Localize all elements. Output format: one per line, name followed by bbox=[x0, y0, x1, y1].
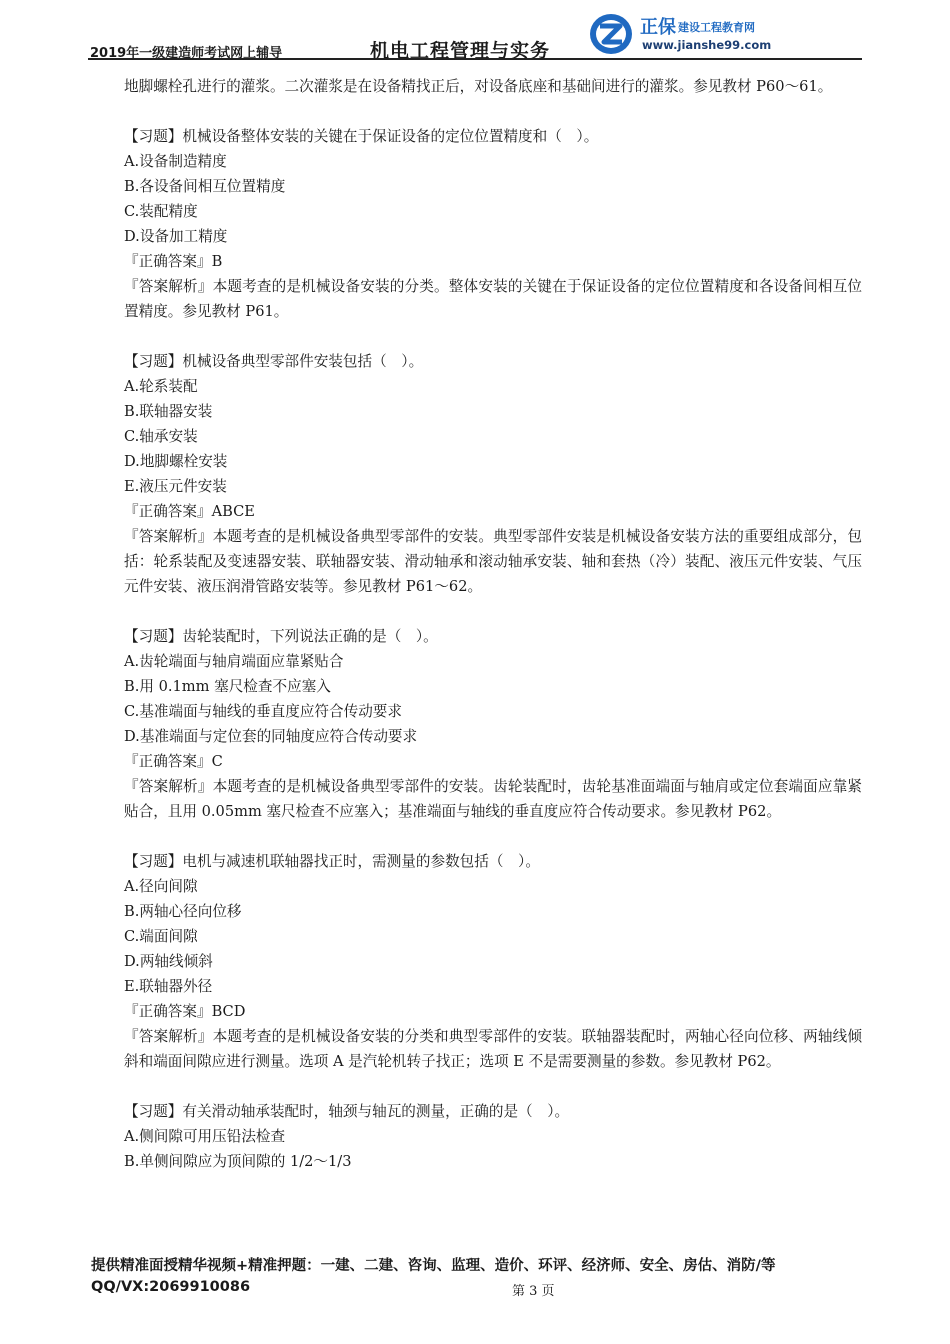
option-b: B.两轴心径向位移 bbox=[124, 903, 242, 920]
logo[interactable] bbox=[588, 8, 862, 60]
spacer bbox=[124, 599, 862, 624]
option-b: B.用 0.1mm 塞尺检查不应塞入 bbox=[124, 678, 331, 695]
correct-answer: 『正确答案』B bbox=[124, 253, 223, 270]
correct-answer: 『正确答案』C bbox=[124, 753, 223, 770]
logo-subtitle: 建设工程教育网 bbox=[678, 21, 755, 34]
question-stem: 【习题】机械设备典型零部件安装包括（ ）。 bbox=[124, 353, 424, 370]
option-c: C.装配精度 bbox=[124, 203, 198, 220]
question-5 bbox=[124, 1099, 862, 1174]
option-e: E.液压元件安装 bbox=[124, 478, 227, 495]
option-a: A.设备制造精度 bbox=[124, 153, 227, 170]
question-1 bbox=[124, 124, 862, 324]
answer-analysis: 『答案解析』本题考查的是机械设备安装的分类和典型零部件的安装。联轴器装配时，两轴心径向位移、两轴线倾斜和端面间隙应进行测量。选项 A 是汽轮机转子找正；选项 E 不是需要测量的参数。参见教材 P62。 bbox=[124, 1028, 862, 1070]
question-3 bbox=[124, 624, 862, 824]
logo-brand: 正保 bbox=[640, 17, 676, 38]
page-header bbox=[88, 8, 862, 62]
option-b: B.联轴器安装 bbox=[124, 403, 213, 420]
answer-analysis: 『答案解析』本题考查的是机械设备典型零部件的安装。齿轮装配时，齿轮基准面端面与轴肩或定位套端面应靠紧贴合，且用 0.05mm 塞尺检查不应塞入；基准端面与轴线的垂直度应符合传动要求。参见教材 P62。 bbox=[124, 778, 862, 820]
question-stem: 【习题】齿轮装配时，下列说法正确的是（ ）。 bbox=[124, 628, 438, 645]
option-b: B.各设备间相互位置精度 bbox=[124, 178, 286, 195]
spacer bbox=[124, 1074, 862, 1099]
option-a: A.侧间隙可用压铅法检查 bbox=[124, 1128, 286, 1145]
header-exam-title: 2019年一级建造师考试网上辅导 bbox=[90, 46, 283, 61]
question-stem: 【习题】电机与减速机联轴器找正时，需测量的参数包括（ ）。 bbox=[124, 853, 540, 870]
option-a: A.齿轮端面与轴肩端面应靠紧贴合 bbox=[124, 653, 344, 670]
option-c: C.轴承安装 bbox=[124, 428, 198, 445]
option-c: C.基准端面与轴线的垂直度应符合传动要求 bbox=[124, 703, 402, 720]
option-d: D.地脚螺栓安装 bbox=[124, 453, 228, 470]
logo-mark-icon bbox=[588, 12, 634, 56]
document-body bbox=[124, 74, 862, 1174]
spacer bbox=[124, 324, 862, 349]
header-divider bbox=[88, 58, 862, 60]
correct-answer: 『正确答案』BCD bbox=[124, 1003, 246, 1020]
page-number: 第 3 页 bbox=[512, 1284, 555, 1299]
spacer bbox=[124, 824, 862, 849]
intro-paragraph: 地脚螺栓孔进行的灌浆。二次灌浆是在设备精找正后，对设备底座和基础间进行的灌浆。参见教材 P60～61。 bbox=[124, 78, 833, 95]
logo-url: www.jianshe99.com bbox=[642, 38, 772, 52]
answer-analysis: 『答案解析』本题考查的是机械设备安装的分类。整体安装的关键在于保证设备的定位位置精度和各设备间相互位置精度。参见教材 P61。 bbox=[124, 278, 862, 320]
footer-contact: QQ/VX:2069910086 bbox=[91, 1279, 251, 1295]
question-stem: 【习题】机械设备整体安装的关键在于保证设备的定位位置精度和（ ）。 bbox=[124, 128, 599, 145]
option-d: D.两轴线倾斜 bbox=[124, 953, 213, 970]
option-c: C.端面间隙 bbox=[124, 928, 198, 945]
correct-answer: 『正确答案』ABCE bbox=[124, 503, 255, 520]
question-4 bbox=[124, 849, 862, 1074]
option-a: A.径向间隙 bbox=[124, 878, 198, 895]
question-stem: 【习题】有关滑动轴承装配时，轴颈与轴瓦的测量，正确的是（ ）。 bbox=[124, 1103, 570, 1120]
question-2 bbox=[124, 349, 862, 599]
option-d: D.设备加工精度 bbox=[124, 228, 228, 245]
header-subject-title: 机电工程管理与实务 bbox=[370, 40, 551, 62]
option-e: E.联轴器外径 bbox=[124, 978, 213, 995]
footer-promo: 提供精准面授精华视频+精准押题：一建、二建、咨询、监理、造价、环评、经济师、安全、房估、消防/等 bbox=[91, 1258, 776, 1274]
option-b: B.单侧间隙应为顶间隙的 1/2～1/3 bbox=[124, 1153, 352, 1170]
spacer bbox=[124, 99, 862, 124]
option-a: A.轮系装配 bbox=[124, 378, 198, 395]
option-d: D.基准端面与定位套的同轴度应符合传动要求 bbox=[124, 728, 418, 745]
answer-analysis: 『答案解析』本题考查的是机械设备典型零部件的安装。典型零部件安装是机械设备安装方法的重要组成部分，包括：轮系装配及变速器安装、联轴器安装、滑动轴承和滚动轴承安装、轴和套热（冷）装配、液压元件安装、气压元件安装、液压润滑管路安装等。参见教材 P61～62。 bbox=[124, 528, 862, 595]
